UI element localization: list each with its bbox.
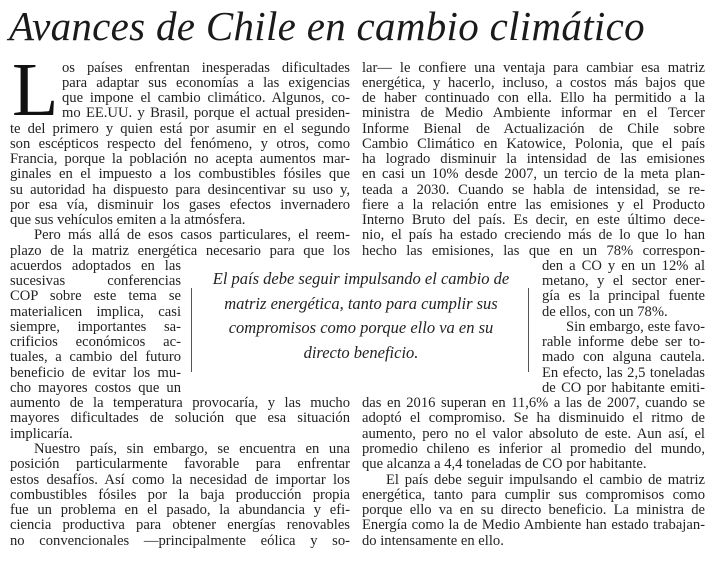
article-title: Avances de Chile en cambio climático — [9, 3, 645, 49]
right-column-line: das en 2016 superan en 11,6% a las de 2007, cuando se — [362, 395, 705, 412]
pull-quote-line: compromisos como porque ello va en su — [228, 318, 494, 338]
right-column-line: El país debe seguir impulsando el cambio de matriz — [386, 471, 705, 488]
right-column-line: de haber continuado con ella. Ello ha permitido a la — [362, 90, 705, 107]
right-column-line: metano, y el sector ener- — [542, 273, 705, 290]
left-column-line: siempre, importantes sa- — [10, 318, 181, 335]
left-column-line: su autoridad ha dispuesto para desincentivar su uso y, — [10, 181, 350, 198]
right-column-line: ministra de Medio Ambiente informar en el Tercer — [362, 105, 705, 122]
left-column-line: sucesivas conferencias — [10, 273, 181, 290]
left-column-line: plazo de la matriz energética necesario para que los — [10, 242, 350, 259]
right-column-line: ha logrado disminuir la intensidad de las emisiones — [362, 151, 705, 168]
right-column-line: hecho las emisiones, las que en un 78% correspon- — [362, 242, 705, 259]
left-column-line: Pero más allá de esos casos particulares, el reem- — [34, 227, 350, 244]
left-column-line: que impone el cambio climático. Algunos, co- — [62, 90, 350, 107]
right-column-line: rable informe debe ser to- — [542, 334, 705, 351]
left-column-line: os países enfrentan inesperadas dificultades — [62, 59, 350, 76]
left-column-line: Francia, porque la población no acepta aumentos mar- — [10, 151, 350, 168]
right-column-line: mado con alguna cautela. — [542, 349, 705, 366]
right-column-line: que alcanza a 4,4 toneladas de CO por habitante. — [362, 456, 647, 473]
right-column-line: energética, tanto para cumplir sus compromisos como — [362, 486, 705, 503]
left-column-line: mayores dificultades de solución que esa situación — [10, 410, 350, 427]
right-column-line: lar— le confiere una ventaja para cambiar esa matriz — [362, 59, 705, 76]
right-column-line: en casi un 10% desde 2007, un tercio de la meta plan- — [362, 166, 705, 183]
right-column-line: teada a 2030. Cuando se habla de intensidad, se re- — [362, 181, 705, 198]
right-column-line: Sin embargo, este favo- — [566, 318, 705, 335]
left-column-line: por esa vía, disminuir los gases efectos invernadero — [10, 196, 350, 213]
left-column-line: para adaptar sus economías a las exigencias — [62, 74, 350, 91]
right-column-line: fiere a la relación entre las emisiones y el Producto — [362, 196, 705, 213]
right-column-line: gía es la principal fuente — [542, 288, 705, 305]
left-column-line: materialicen implica, casi — [10, 303, 181, 320]
right-column-line: energética, y hacerlo, incluso, a costos más bajos que — [362, 74, 705, 91]
right-column-line: do intensamente en ello. — [362, 532, 504, 549]
right-column-line: de ellos, con un 78%. — [542, 303, 668, 320]
right-column-line: Interno Bruto del país. Es decir, en este último dece- — [362, 212, 705, 229]
left-column-line: no convencionales —principalmente eólica y so- — [10, 532, 350, 549]
right-column-line: En efecto, las 2,5 toneladas — [542, 364, 705, 381]
left-column-line: combustibles fósiles por la baja producción propia — [10, 486, 350, 503]
pull-quote-line: directo beneficio. — [303, 343, 419, 363]
left-column-line: aumento de la temperatura provocaría, y las mucho — [10, 395, 350, 412]
left-column-line: cho mayores costos que un — [10, 379, 181, 396]
right-column-line: de CO por habitante emiti- — [542, 379, 705, 396]
left-column-line: acuerdos adoptados en las — [10, 257, 181, 274]
left-column-line: crificios económicos ac- — [10, 334, 181, 351]
pull-quote-rule-right — [528, 288, 529, 372]
left-column-line: Nuestro país, sin embargo, se encuentra en una — [34, 441, 350, 457]
left-column-line: ciencia productiva para obtener energías renovables — [10, 517, 350, 534]
left-column-line: mo EE.UU. y Brasil, porque el actual presiden- — [62, 105, 350, 122]
right-column-line: Cambio Climático en Katowice, Polonia, que el país — [362, 135, 705, 152]
right-column-line: Informe Bienal de Actualización de Chile sobre — [362, 120, 705, 137]
left-column-line: tuales, a cambio del futuro — [10, 349, 181, 366]
left-column-line: ginales en el impuesto a los combustibles fósiles que — [10, 166, 350, 183]
left-column-line: fue un problema en el pasado, la abundancia y efi- — [10, 502, 350, 519]
left-column-line: beneficio de evitar los mu- — [10, 364, 181, 381]
left-column-line: estos desafíos. Así como la necesidad de importar los — [10, 471, 350, 488]
right-column-line: den a CO y en un 12% al — [542, 257, 705, 274]
drop-cap: L — [12, 48, 59, 132]
right-column-line: adoptó el compromiso. Se ha disminuido el ritmo de — [362, 410, 705, 427]
right-column-line: promedio chileno es inferior al promedio del mundo, — [362, 441, 705, 457]
pull-quote-line: matriz energética, tanto para cumplir sus — [224, 293, 498, 313]
pull-quote-line: El país debe seguir impulsando el cambio de — [212, 269, 510, 288]
left-column-line: COP sobre este tema se — [10, 288, 181, 305]
right-column-line: aumento, pero no el valor absoluto de este. Aun así, el — [362, 425, 705, 442]
left-column-line: implicaría. — [10, 425, 73, 442]
left-column-line: posición particularmente favorable para enfrentar — [10, 456, 350, 473]
left-column-line: te del primero y quien está por asumir en el segundo — [10, 120, 350, 137]
right-column-line: Energía como la de Medio Ambiente han estado trabajan- — [362, 517, 705, 534]
pull-quote-rule-left — [191, 288, 192, 372]
left-column-line: son escépticos respecto del fenómeno, y otros, como — [10, 135, 350, 152]
pull-quote — [196, 267, 526, 366]
left-column-line: que sus vehículos emiten a la atmósfera. — [10, 212, 246, 229]
right-column-line: porque ello va en su directo beneficio. La ministra de — [362, 502, 705, 519]
right-column-line: nio, el país ha estado creciendo más de lo que lo han — [362, 227, 705, 244]
